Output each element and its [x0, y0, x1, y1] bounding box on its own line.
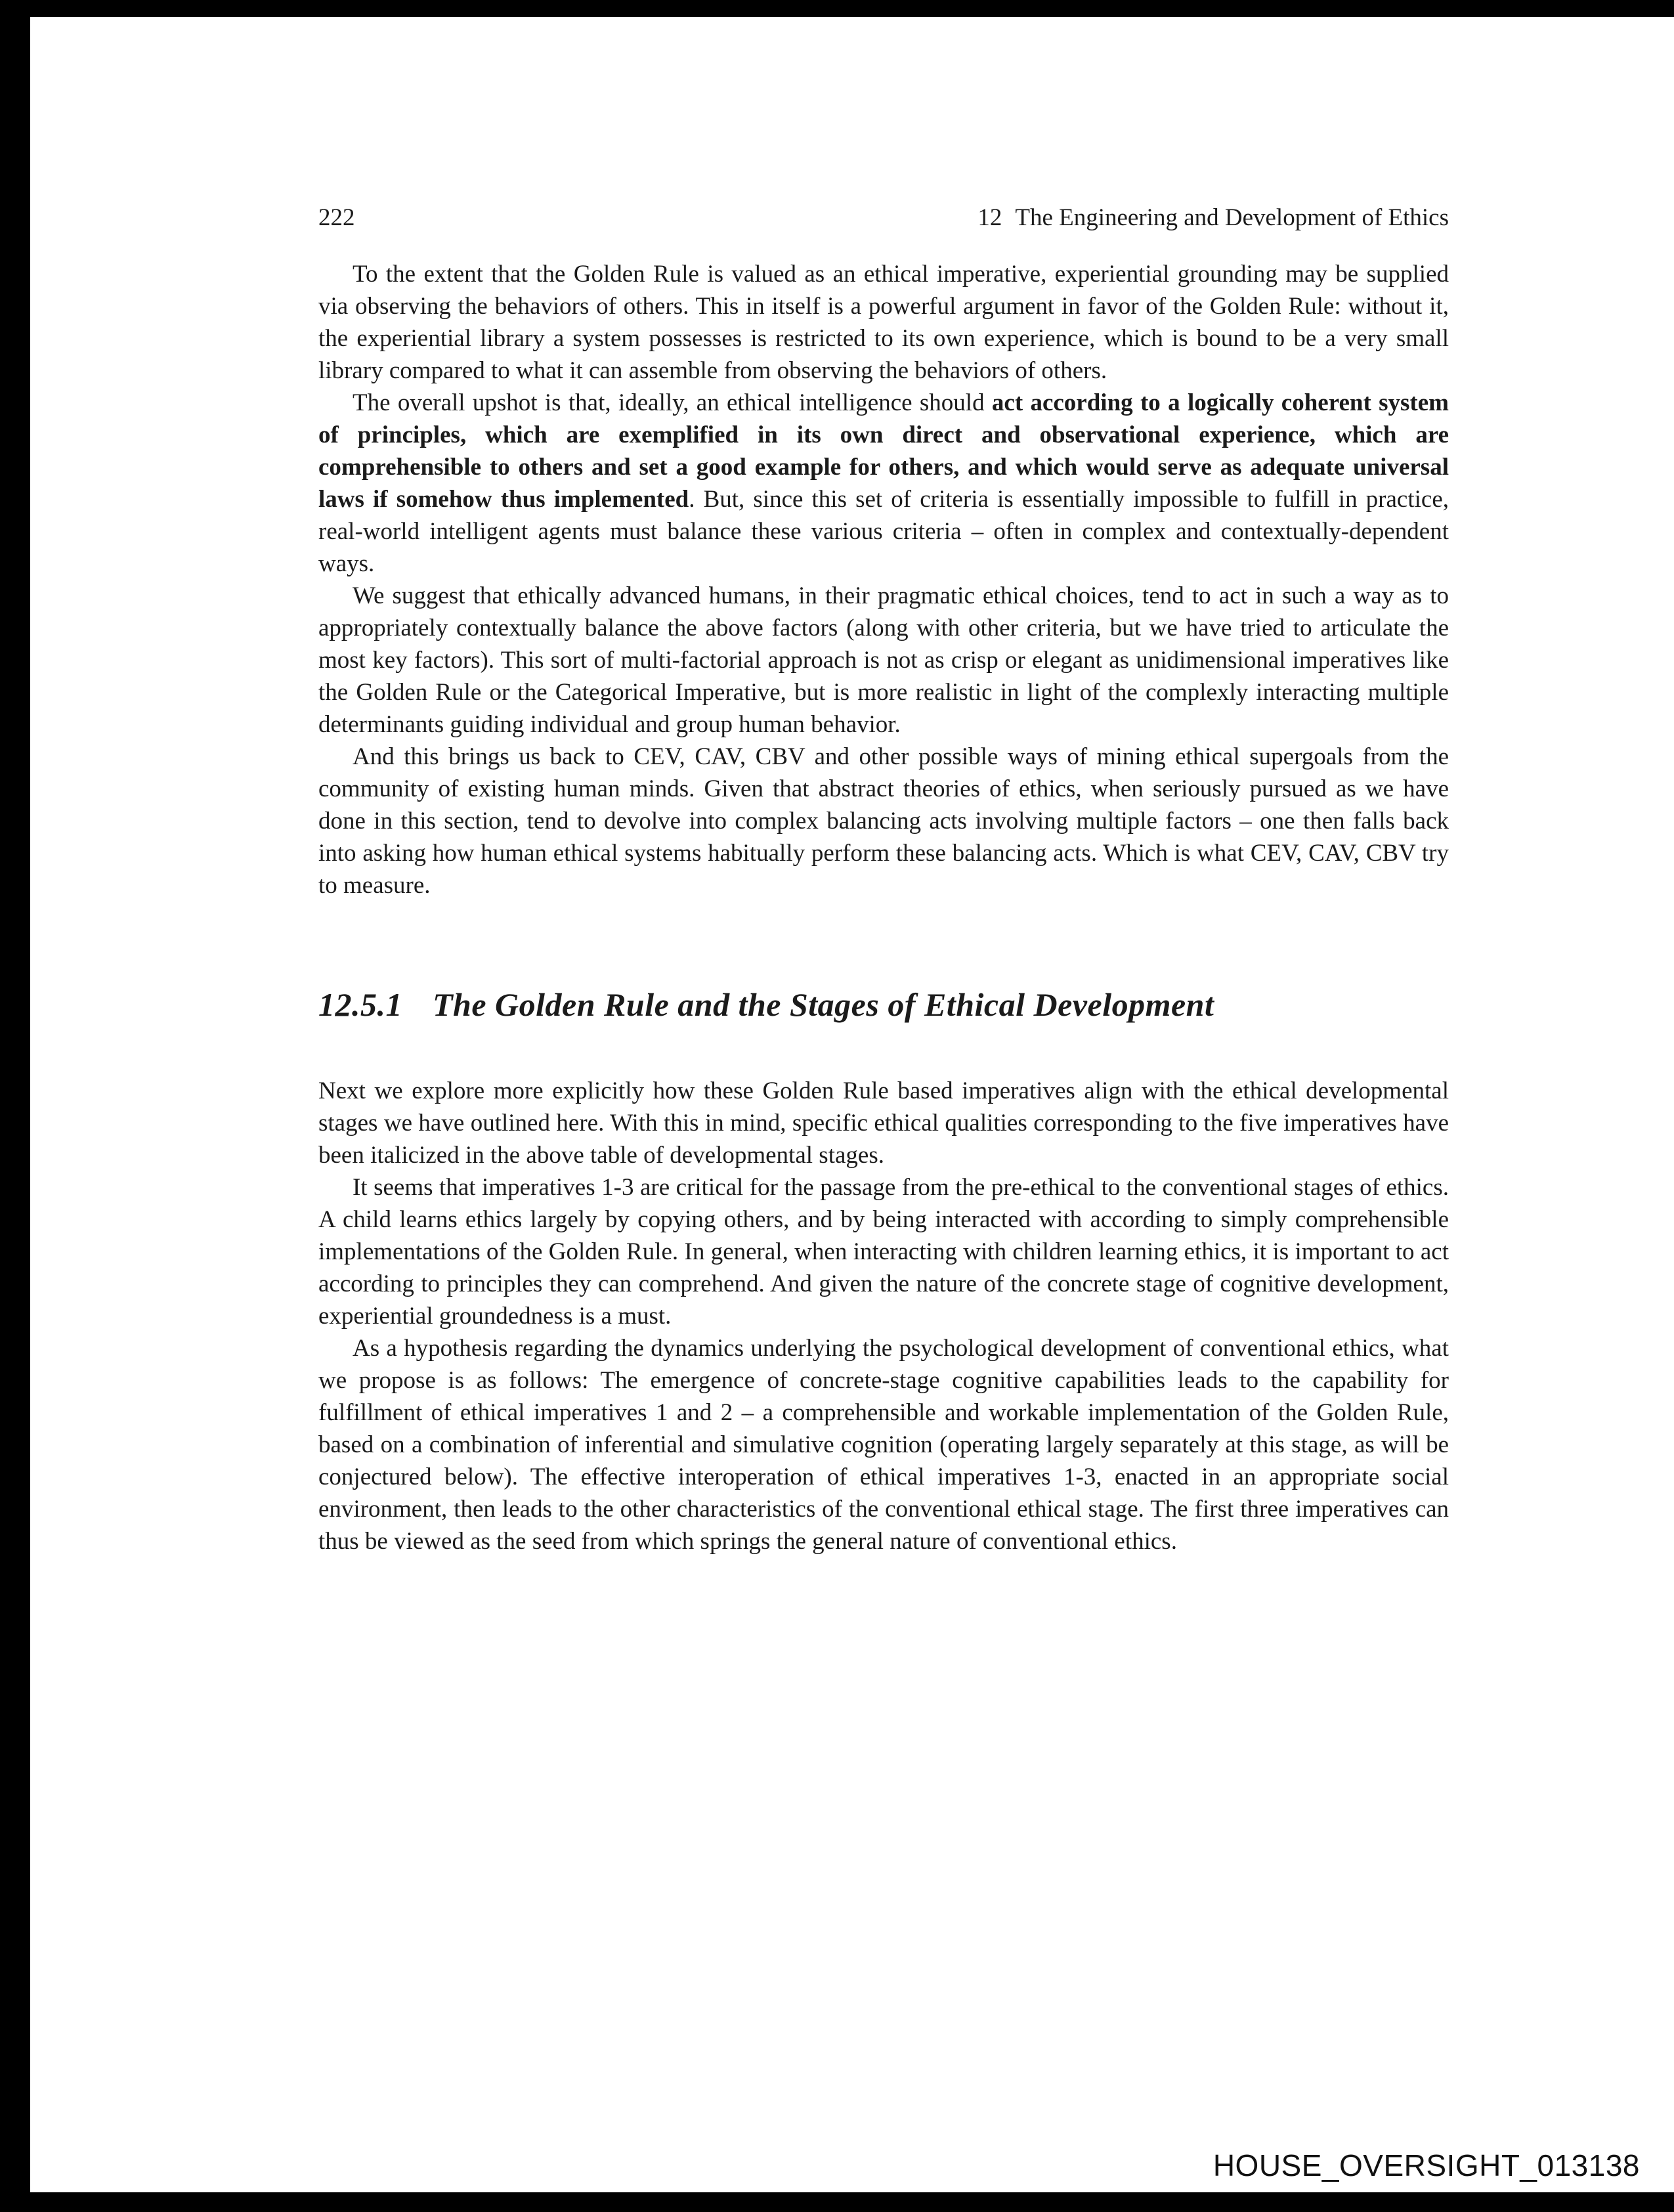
chapter-title: The Engineering and Development of Ethics [1015, 204, 1449, 231]
chapter-number: 12 [977, 204, 1002, 231]
scan-edge-bottom [0, 2192, 1674, 2212]
page-body [318, 258, 1449, 1557]
scan-edge-top [0, 0, 1674, 17]
section-title: The Golden Rule and the Stages of Ethical Development [433, 986, 1214, 1023]
running-title [977, 204, 1449, 232]
paragraph: It seems that imperatives 1-3 are critical for the passage from the pre-ethical to the conventional stages of ethics. A child learns ethics largely by copying others, and by being interacted with according to simply comprehensible implementations of the Golden Rule. In general, when interacting with children learning ethics, it is important to act according to principles they can comprehend. And given the nature of the concrete stage of cognitive development, experiential groundedness is a must. [318, 1174, 1449, 1330]
paragraph [318, 387, 1449, 580]
paragraph-text: The overall upshot is that, ideally, an ethical intelligence should [353, 389, 992, 416]
scan-edge-left [0, 0, 30, 2212]
paragraph: We suggest that ethically advanced humans, in their pragmatic ethical choices, tend to act in such a way as to appropriately contextually balance the above factors (along with other criteria, but we have tried to articulate the most key factors). This sort of multi-factorial approach is not as crisp or elegant as unidimensional imperatives like the Golden Rule or the Categorical Imperative, but is more realistic in light of the complexly interacting multiple determinants guiding individual and group human behavior. [318, 582, 1449, 738]
section-number: 12.5.1 [318, 986, 402, 1023]
paragraph: As a hypothesis regarding the dynamics underlying the psychological development of conventional ethics, what we propose is as follows: The emergence of concrete-stage cognitive capabilities leads to the capability for fulfillment of ethical imperatives 1 and 2 – a comprehensible and workable implementation of the Golden Rule, based on a combination of inferential and simulative cognition (operating largely separately at this stage, as will be conjectured below). The effective interoperation of ethical imperatives 1-3, enacted in an appropriate social environment, then leads to the other characteristics of the conventional ethical stage. The first three imperatives can thus be viewed as the seed from which springs the general nature of conventional ethics. [318, 1335, 1449, 1555]
bold-passage: act according to a logically coherent system of principles, which are exemplified in its own direct and observational experience, which are comprehensible to others and set a good example for others, and which would serve as adequate universal laws if somehow thus implemented [318, 389, 1449, 513]
page-number: 222 [318, 204, 355, 231]
paragraph: Next we explore more explicitly how these Golden Rule based imperatives align with the ethical developmental stages we have outlined here. With this in mind, specific ethical qualities corresponding to the five imperatives have been italicized in the above table of developmental stages. [318, 1077, 1449, 1169]
bates-number: HOUSE_OVERSIGHT_013138 [1213, 2148, 1640, 2182]
section-heading [318, 986, 1449, 1024]
paragraph-text: . But, since this set of criteria is essentially impossible to fulfill in practice, real-world intelligent agents must balance these various criteria – often in complex and contextually-dependent ways. [318, 486, 1449, 577]
page-header [318, 204, 1449, 232]
paragraph: And this brings us back to CEV, CAV, CBV and other possible ways of mining ethical supergoals from the community of existing human minds. Given that abstract theories of ethics, when seriously pursued as we have done in this section, tend to devolve into complex balancing acts involving multiple factors – one then falls back into asking how human ethical systems habitually perform these balancing acts. Which is what CEV, CAV, CBV try to measure. [318, 743, 1449, 899]
paragraph: To the extent that the Golden Rule is valued as an ethical imperative, experiential grounding may be supplied via observing the behaviors of others. This in itself is a powerful argument in favor of the Golden Rule: without it, the experiential library a system possesses is restricted to its own experience, which is bound to be a very small library compared to what it can assemble from observing the behaviors of others. [318, 261, 1449, 384]
